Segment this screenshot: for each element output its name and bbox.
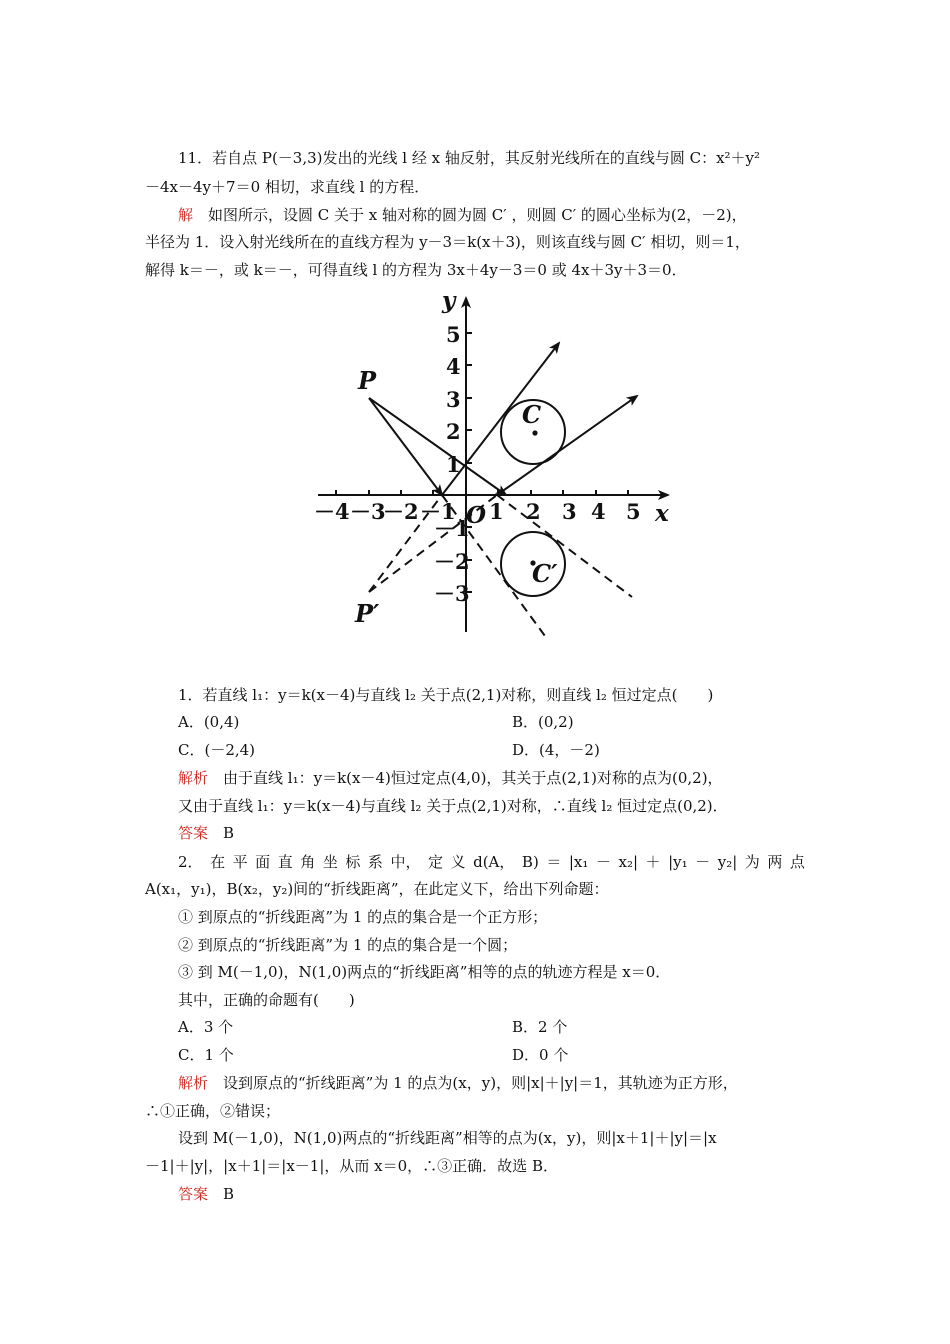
stem-part: |y₁ xyxy=(668,853,688,871)
stem-part: 义 xyxy=(450,853,466,871)
x-tick-label: 5 xyxy=(626,499,641,524)
stem-part: ＋ xyxy=(645,853,661,871)
q2-stem-line1 xyxy=(178,852,805,872)
q2-analysis-line2: ∴①正确，②错误； xyxy=(145,1102,281,1120)
answer-label: 答案 xyxy=(178,1185,209,1203)
q11-stem-line2: －4x－4y＋7＝0 相切，求直线 l 的方程． xyxy=(145,178,430,196)
stem-part: d(A， xyxy=(473,853,515,871)
stem-part: 点 xyxy=(789,853,805,871)
stem-part: 定 xyxy=(428,853,444,871)
x-tick-label: －1 xyxy=(420,499,456,524)
x-tick-label: －2 xyxy=(383,499,419,524)
solution-text: 如图所示，设圆 C 关于 x 轴对称的圆为圆 C′ ，则圆 C′ 的圆心坐标为(2，－2)， xyxy=(193,206,747,224)
point-p-label: P xyxy=(358,366,377,395)
q2-analysis-line3: 设到 M(－1,0)，N(1,0)两点的“折线距离”相等的点为(x，y)，则|x＋1|＋|y|＝|x xyxy=(178,1129,717,1147)
stem-part: 为 xyxy=(744,853,760,871)
incident-ray-2 xyxy=(369,398,506,495)
x-tick-label: 3 xyxy=(562,499,577,524)
y-axis-label: y xyxy=(442,287,456,314)
q1-option-a: A．(0,4) xyxy=(178,713,240,731)
q2-option-d: D．0 个 xyxy=(512,1046,569,1064)
point-p-prime-label: P′ xyxy=(355,599,380,628)
stem-part: 角 xyxy=(300,853,316,871)
stem-part: 中， xyxy=(390,853,421,871)
stem-part: 在 xyxy=(210,853,226,871)
stem-part: － xyxy=(695,853,711,871)
q2-stem-line2: A(x₁，y₁)，B(x₂，y₂)间的“折线距离”，在此定义下，给出下列命题： xyxy=(145,880,609,898)
reflected-ray-2 xyxy=(497,396,637,495)
y-tick-label: 4 xyxy=(446,354,461,379)
stem-part: － xyxy=(595,853,611,871)
y-tick-label: 5 xyxy=(446,322,461,347)
answer-value: B xyxy=(208,1185,235,1203)
q1-analysis-line2: 又由于直线 l₁：y＝k(x－4)与直线 l₂ 关于点(2,1)对称，∴直线 l₂ 恒过定点(0,2)． xyxy=(178,797,728,815)
circle-c-label: C xyxy=(522,400,542,429)
q2-proposition-2: ② 到原点的“折线距离”为 1 的点的集合是一个圆； xyxy=(178,936,518,954)
y-tick-label: －3 xyxy=(434,581,470,606)
stem-part: 标 xyxy=(345,853,361,871)
q2-question: 其中，正确的命题有( ) xyxy=(178,991,355,1009)
analysis-text: 由于直线 l₁：y＝k(x－4)恒过定点(4,0)，其关于点(2,1)对称的点为(0,2)， xyxy=(208,769,723,787)
stem-part: 2． xyxy=(178,853,203,871)
stem-part: 坐 xyxy=(322,853,338,871)
y-tick-label: －1 xyxy=(434,516,470,541)
stem-part: 两 xyxy=(767,853,783,871)
x-axis-label: x xyxy=(655,500,669,527)
answer-label: 答案 xyxy=(178,824,209,842)
stem-part: x₂| xyxy=(618,853,639,871)
origin-label: O xyxy=(466,502,487,529)
q11-solution-line3: 解得 k＝－，或 k＝－，可得直线 l 的方程为 3x＋4y－3＝0 或 4x＋3y＋3＝0． xyxy=(145,261,687,279)
y-tick-label: －2 xyxy=(434,549,470,574)
q1-option-b: B．(0,2) xyxy=(512,713,574,731)
q2-proposition-1: ① 到原点的“折线距离”为 1 的点的集合是一个正方形； xyxy=(178,908,548,926)
q2-option-a: A．3 个 xyxy=(178,1018,234,1036)
stem-part: B) xyxy=(521,853,539,871)
answer-value: B xyxy=(208,824,235,842)
x-tick-label: 1 xyxy=(489,499,504,524)
circle-c-center xyxy=(532,430,537,435)
analysis-label: 解析 xyxy=(178,1074,209,1092)
q11-stem-line1: 11．若自点 P(－3,3)发出的光线 l 经 x 轴反射，其反射光线所在的直线与圆 C：x²＋y² xyxy=(178,149,761,167)
q1-answer xyxy=(178,823,848,843)
q2-analysis-line1 xyxy=(178,1073,848,1093)
q1-option-d: D．(4，－2) xyxy=(512,741,600,759)
q2-analysis-line4: －1|＋|y|，|x＋1|＝|x－1|，从而 x＝0，∴③正确．故选 B． xyxy=(145,1157,558,1175)
x-tick-label: －3 xyxy=(350,499,386,524)
q2-option-c: C．1 个 xyxy=(178,1046,234,1064)
solution-label: 解 xyxy=(178,206,194,224)
y-tick-label: 3 xyxy=(446,387,461,412)
stem-part: y₂| xyxy=(717,853,738,871)
stem-part: ＝ xyxy=(546,853,562,871)
y-tick-label: 1 xyxy=(446,452,461,477)
analysis-label: 解析 xyxy=(178,769,209,787)
analysis-text: 设到原点的“折线距离”为 1 的点为(x，y)，则|x|＋|y|＝1，其轨迹为正方形， xyxy=(208,1074,738,1092)
stem-part: 系 xyxy=(367,853,383,871)
incident-ray-1 xyxy=(369,398,442,495)
stem-part: |x₁ xyxy=(568,853,589,871)
q11-solution-line2: 半径为 1．设入射光线所在的直线方程为 y－3＝k(x＋3)，则该直线与圆 C′ 相切，则＝1， xyxy=(145,233,750,251)
q2-answer xyxy=(178,1184,848,1204)
q2-option-b: B．2 个 xyxy=(512,1018,568,1036)
q2-proposition-3: ③ 到 M(－1,0)，N(1,0)两点的“折线距离”相等的点的轨迹方程是 x＝0． xyxy=(178,963,671,981)
stem-part: 面 xyxy=(255,853,271,871)
q1-analysis-line1 xyxy=(178,768,848,788)
q1-option-c: C．(－2,4) xyxy=(178,741,256,759)
x-tick-label: －4 xyxy=(314,499,350,524)
y-tick-label: 2 xyxy=(446,419,461,444)
circle-c-prime-label: C′ xyxy=(532,559,558,588)
x-tick-label: 4 xyxy=(591,499,606,524)
q1-stem: 1．若直线 l₁：y＝k(x－4)与直线 l₂ 关于点(2,1)对称，则直线 l₂ 恒过定点( ) xyxy=(178,686,714,704)
stem-part: 平 xyxy=(232,853,248,871)
x-tick-label: 2 xyxy=(526,499,541,524)
stem-part: 直 xyxy=(277,853,293,871)
